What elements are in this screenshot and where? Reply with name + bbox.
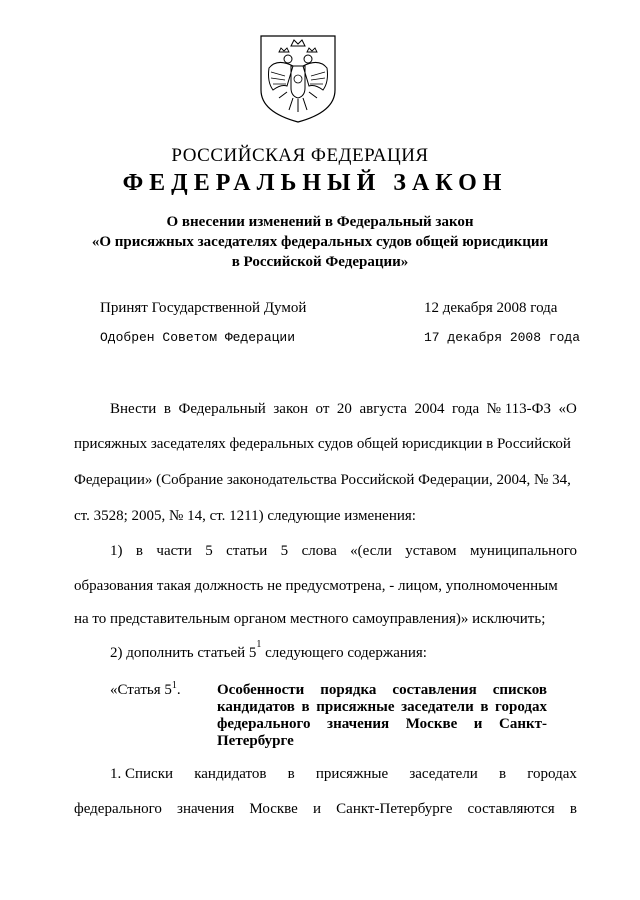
law-title-line: в Российской Федерации» <box>231 254 409 270</box>
word: уставом <box>405 543 457 559</box>
law-title-line: «О присяжных заседателях федеральных судов общей юрисдикции <box>91 234 549 250</box>
word: Москве <box>249 801 298 817</box>
word: 2004 <box>414 401 445 417</box>
word: августа <box>359 401 407 417</box>
body-line: ст. 3528; 2005, № 14, ст. 1211) следующие изменения: <box>74 508 416 524</box>
word: 5 <box>280 543 289 559</box>
word: присяжные <box>315 766 389 782</box>
body-line: Федерации» (Собрание законодательства Российской Федерации, 2004, № 34, <box>74 472 571 488</box>
council-approval-date: 17 декабря 2008 года <box>424 330 581 345</box>
word: 20 <box>336 401 352 417</box>
body-line <box>110 639 613 662</box>
body-line <box>110 401 577 418</box>
word: «(если <box>350 543 392 559</box>
word: части <box>156 543 192 559</box>
body-line: присяжных заседателях федеральных судов общей юрисдикции в Российской <box>74 436 571 452</box>
word: в <box>499 766 507 782</box>
duma-adoption-label: Принят Государственной Думой <box>100 300 307 316</box>
country-heading: РОССИЙСКАЯ ФЕДЕРАЦИЯ <box>171 145 429 166</box>
word: 1) <box>110 543 123 559</box>
word: слова <box>301 543 337 559</box>
word: в <box>163 401 171 417</box>
council-approval-label: Одобрен Советом Федерации <box>100 330 296 345</box>
item2-text: следующего содержания: <box>261 645 427 661</box>
body-line <box>74 801 577 818</box>
word: статьи <box>226 543 268 559</box>
law-type-heading: ФЕДЕРАЛЬНЫЙ ЗАКОН <box>122 170 508 196</box>
body-line: образования такая должность не предусмотрена, - лицом, уполномоченным <box>74 578 558 594</box>
body-line: на то представительным органом местного самоуправления)» исключить; <box>74 611 546 627</box>
body-line <box>110 766 577 783</box>
word: кандидатов <box>194 766 267 782</box>
word: Внести <box>110 401 157 417</box>
word: Федеральный <box>178 401 266 417</box>
word: муниципального <box>469 543 577 559</box>
word: Санкт-Петербурге <box>336 801 453 817</box>
word: значения <box>177 801 235 817</box>
word: и <box>312 801 321 817</box>
word: года <box>451 401 480 417</box>
word: «О <box>558 401 577 417</box>
coat-of-arms-emblem <box>257 32 339 124</box>
word: составляются <box>467 801 555 817</box>
article-title: Особенности порядка составления списков кандидатов в присяжные заседатели в городах федерального значения Москве и Санкт-Петербурге <box>217 682 547 749</box>
word: от <box>315 401 330 417</box>
word: в <box>135 543 143 559</box>
law-title <box>40 212 600 272</box>
word: № 113-ФЗ <box>486 401 552 417</box>
word: закон <box>273 401 308 417</box>
word: в <box>287 766 295 782</box>
word: в <box>569 801 577 817</box>
superscript: 1 <box>256 639 262 650</box>
word: городах <box>527 766 577 782</box>
item2-text: 2) дополнить статьей 5 <box>110 645 257 661</box>
duma-adoption-date: 12 декабря 2008 года <box>424 300 558 316</box>
word: 5 <box>205 543 213 559</box>
law-title-line: О внесении изменений в Федеральный закон <box>166 214 474 230</box>
word: заседатели <box>409 766 478 782</box>
word: 1. Списки <box>110 766 174 782</box>
word: федерального <box>74 801 162 817</box>
superscript: 1 <box>171 680 177 691</box>
article-label: «Статья $5^1$. <box>110 680 181 698</box>
body-line <box>110 543 577 560</box>
